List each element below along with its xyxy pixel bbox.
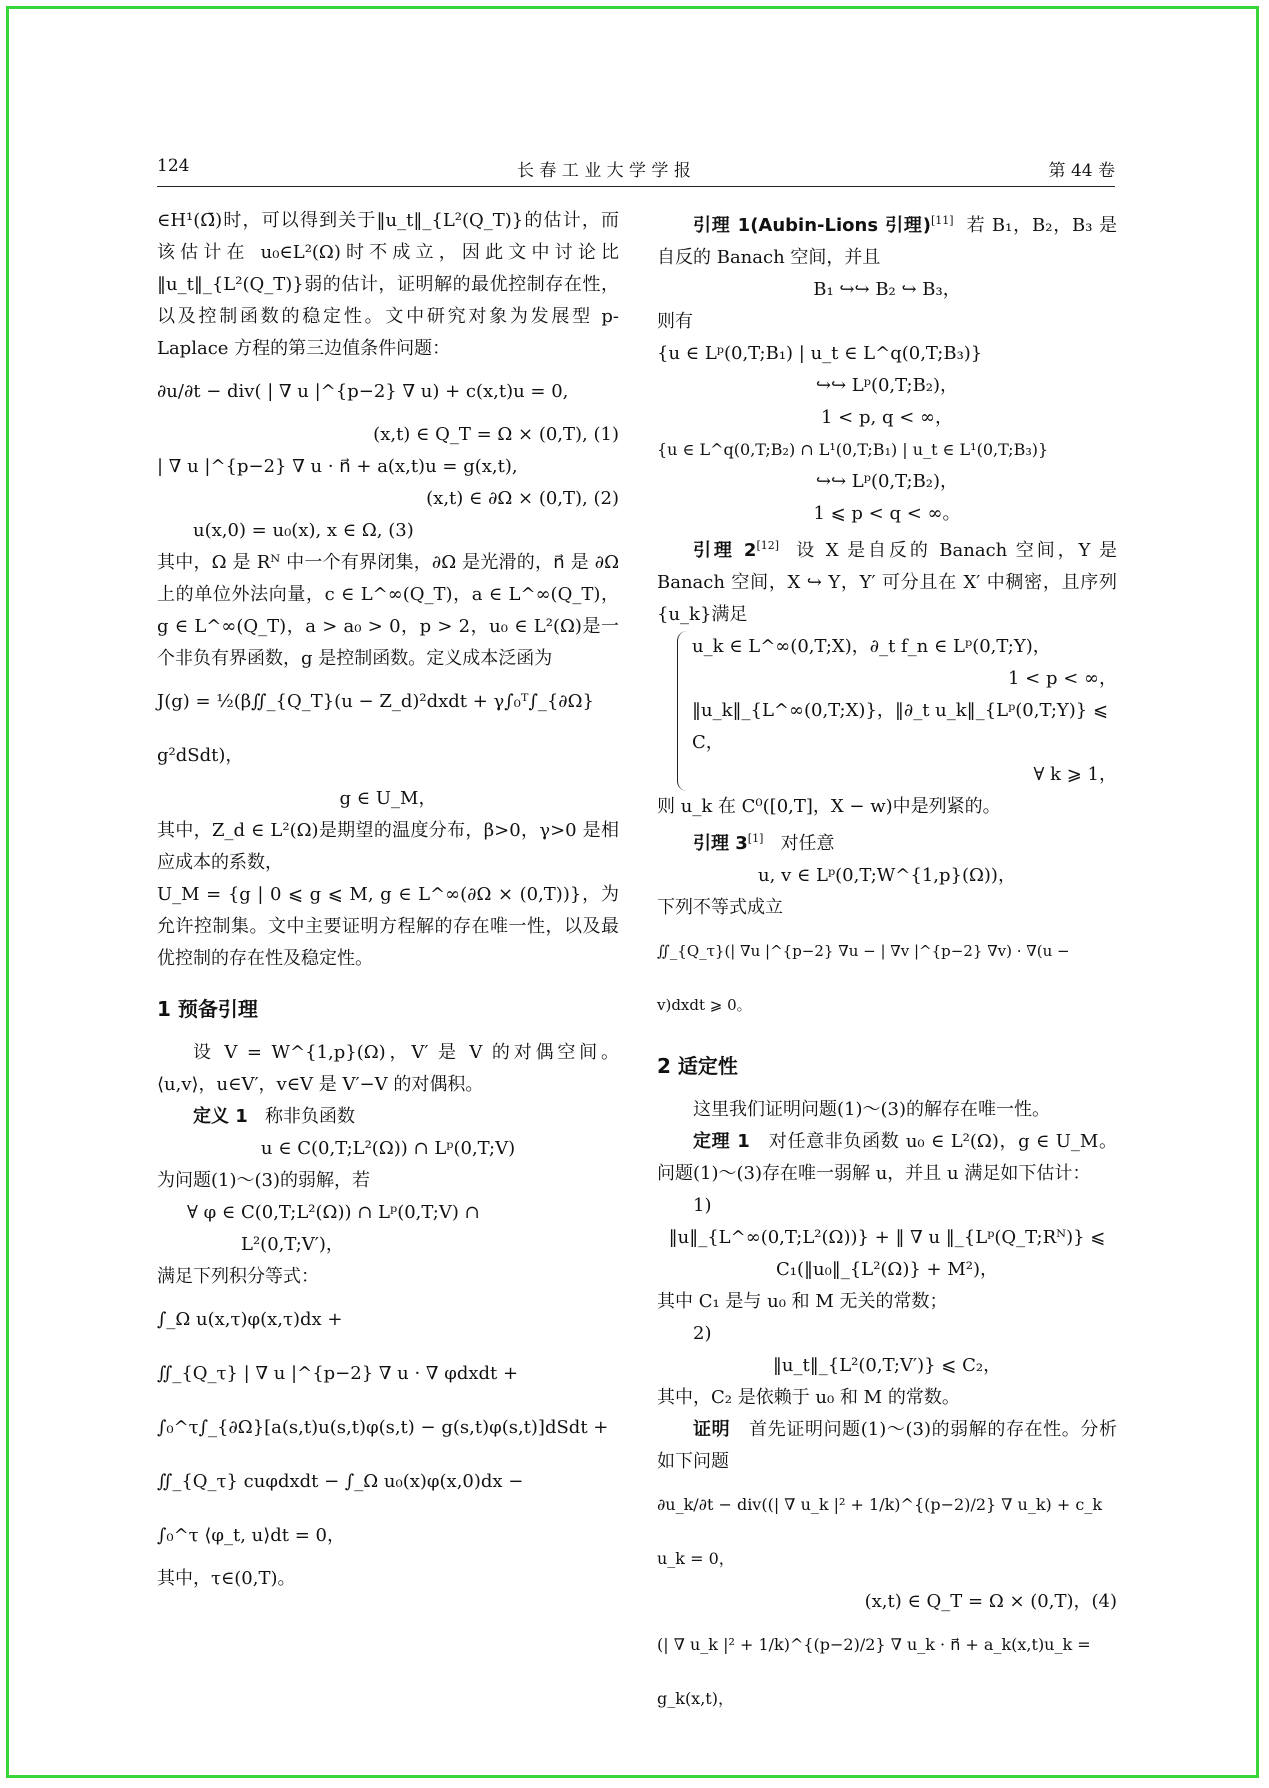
equation: ‖u_t‖_{L²(0,T;V′)} ⩽ C₂， — [772, 1355, 1002, 1376]
lemma-text: 若 B₁，B₂，B₃ 是自反的 Banach 空间，并且 — [657, 215, 1117, 268]
paragraph: 其中，C₂ 是依赖于 u₀ 和 M 的常数。 — [657, 1387, 960, 1408]
paragraph: 为问题(1)～(3)的弱解，若 — [157, 1170, 370, 1191]
lemma-label: 引理 2 — [693, 540, 757, 561]
equation: ↪↪ Lᵖ(0,T;B₂)， — [815, 471, 959, 492]
paragraph: 这里我们证明问题(1)～(3)的解存在唯一性。 — [693, 1099, 1050, 1120]
equation: ∬_{Q_τ} | ∇ u |^{p−2} ∇ u · ∇ φdxdt + — [157, 1363, 519, 1384]
equation: L²(0,T;V′)， — [241, 1234, 344, 1255]
equation: ∬_{Q_τ}(| ∇u |^{p−2} ∇u − | ∇v |^{p−2} ∇v) · ∇(u − v)dxdt ⩾ 0。 — [657, 942, 1070, 1014]
equation: u, v ∈ Lᵖ(0,T;W^{1,p}(Ω))， — [758, 865, 1016, 886]
equation: ∀ k ⩾ 1， — [1033, 764, 1117, 785]
equation: {u ∈ L^q(0,T;B₂) ∩ L¹(0,T;B₁) | u_t ∈ L¹(0,T;B₃)} — [657, 440, 1049, 459]
paragraph: 则有 — [657, 311, 693, 332]
citation: [12] — [756, 539, 780, 552]
page-number: 124 — [157, 156, 190, 176]
paragraph: 下列不等式成立 — [657, 897, 783, 918]
equation: 1 ⩽ p < q < ∞。 — [813, 503, 961, 524]
paragraph: 设 V = W^{1,p}(Ω)，V′ 是 V 的对偶空间。⟨u,v⟩，u∈V′，v∈V 是 V′−V 的对偶积。 — [157, 1042, 619, 1095]
equation: ↪↪ Lᵖ(0,T;B₂)， — [815, 375, 959, 396]
equation: {u ∈ Lᵖ(0,T;B₁) | u_t ∈ L^q(0,T;B₃)} — [657, 343, 983, 364]
lemma-text: 设 X 是自反的 Banach 空间，Y 是 Banach 空间，X ↪ Y，Y′ 可分且在 X′ 中稠密，且序列{u_k}满足 — [657, 540, 1118, 625]
equation: ‖u‖_{L^∞(0,T;L²(Ω))} + ‖ ∇ u ‖_{Lᵖ(Q_T;Rᴺ)} ⩽ — [668, 1227, 1106, 1248]
lemma-label: 引理 3 — [693, 833, 748, 854]
paragraph: 其中，τ∈(0,T)。 — [157, 1568, 296, 1589]
lemma-text: 对任意 — [780, 833, 835, 854]
equation: (| ∇ u_k |² + 1/k)^{(p−2)/2} ∇ u_k · n⃗ + a_k(x,t)u_k = g_k(x,t)， — [657, 1635, 1091, 1708]
definition-label: 定义 1 — [193, 1106, 248, 1127]
equation: u_k ∈ L^∞(0,T;X)，∂_t f_n ∈ Lᵖ(0,T;Y)， — [692, 636, 1051, 657]
equation: 1 < p < ∞， — [1007, 668, 1117, 689]
equation: ∂u_k/∂t − div((| ∇ u_k |² + 1/k)^{(p−2)/2} ∇ u_k) + c_k u_k = 0， — [657, 1495, 1103, 1568]
journal-name: 长 春 工 业 大 学 学 报 — [517, 161, 691, 181]
equation: J(g) = ½(β∬_{Q_T}(u − Z_d)²dxdt + γ∫₀ᵀ∫_{∂Ω} g²dSdt)， — [157, 691, 594, 766]
equation: (x,t) ∈ Q_T = Ω × (0,T), (1) — [373, 424, 619, 445]
equation: | ∇ u |^{p−2} ∇ u · n⃗ + a(x,t)u = g(x,t), — [157, 456, 518, 477]
equation: ‖u_k‖_{L^∞(0,T;X)}，‖∂_t u_k‖_{Lᵖ(0,T;Y)} ⩽ C， — [692, 700, 1109, 753]
equation: ∂u/∂t − div( | ∇ u |^{p−2} ∇ u) + c(x,t)u = 0, — [157, 381, 569, 402]
equation: ∫_Ω u(x,τ)φ(x,τ)dx + — [157, 1309, 343, 1330]
paragraph: 其中 C₁ 是与 u₀ 和 M 无关的常数； — [657, 1291, 948, 1312]
equation: ∫₀^τ ⟨φ_t, u⟩dt = 0， — [157, 1525, 346, 1546]
proof-text: 首先证明问题(1)～(3)的弱解的存在性。分析如下问题 — [657, 1419, 1117, 1472]
equation: u ∈ C(0,T;L²(Ω)) ∩ Lᵖ(0,T;V) — [260, 1138, 516, 1159]
page-header — [157, 152, 1115, 187]
paragraph: 则 u_k 在 C⁰([0,T]，X − w)中是列紧的。 — [657, 796, 1001, 817]
list-item: 2) — [693, 1323, 712, 1344]
paragraph: U_M = {g | 0 ⩽ g ⩽ M, g ∈ L^∞(∂Ω × (0,T))}，为允许控制集。文中主要证明方程解的存在唯一性，以及最优控制的存在性及稳定性。 — [157, 884, 619, 969]
equation: C₁(‖u₀‖_{L²(Ω)} + M²)， — [775, 1259, 999, 1280]
definition-text: 称非负函数 — [264, 1106, 355, 1127]
citation: [11] — [930, 214, 954, 227]
list-item: 1) — [693, 1195, 712, 1216]
paragraph: 满足下列积分等式： — [157, 1266, 319, 1287]
equation: ∫₀^τ∫_{∂Ω}[a(s,t)u(s,t)φ(s,t) − g(s,t)φ(s,t)]dSdt + — [157, 1417, 609, 1438]
paragraph: 其中，Z_d ∈ L²(Ω)是期望的温度分布，β>0，γ>0 是相应成本的系数， — [157, 820, 619, 873]
paragraph: 其中，Ω 是 Rᴺ 中一个有界闭集，∂Ω 是光滑的，n⃗ 是 ∂Ω 上的单位外法向量，c ∈ L^∞(Q_T)，a ∈ L^∞(Q_T)，g ∈ L^∞(Q_T)，a > a₀ > 0，p > 2，u₀ ∈ L²(Ω)是一个非负有界函数，g 是控制函数。定义成本泛函为 — [157, 552, 619, 669]
equation: ∬_{Q_τ} cuφdxdt − ∫_Ω u₀(x)φ(x,0)dx − — [157, 1471, 524, 1492]
volume-label: 第 44 卷 — [1048, 161, 1115, 181]
equation: 1 < p, q < ∞， — [821, 407, 953, 428]
equation: B₁ ↪↪ B₂ ↪ B₃， — [813, 279, 961, 300]
proof-label: 证明 — [693, 1419, 731, 1440]
citation: [1] — [747, 832, 764, 845]
equation: u(x,0) = u₀(x), x ∈ Ω, (3) — [193, 520, 414, 541]
lemma-label: 引理 1(Aubin-Lions 引理) — [693, 215, 931, 236]
section-heading: 2 适定性 — [657, 1054, 738, 1078]
equation: (x,t) ∈ Q_T = Ω × (0,T)，(4) — [864, 1591, 1117, 1612]
equation: g ∈ U_M， — [339, 788, 437, 809]
equation: ∀ φ ∈ C(0,T;L²(Ω)) ∩ Lᵖ(0,T;V) ∩ — [187, 1202, 480, 1223]
right-column — [657, 205, 1117, 1726]
theorem-label: 定理 1 — [693, 1131, 750, 1152]
section-heading: 1 预备引理 — [157, 997, 258, 1021]
equation: (x,t) ∈ ∂Ω × (0,T), (2) — [426, 488, 619, 509]
theorem-text: 对任意非负函数 u₀ ∈ L²(Ω)，g ∈ U_M。问题(1)～(3)存在唯一弱解 u，并且 u 满足如下估计： — [657, 1131, 1117, 1184]
paragraph: ∈H¹(Ω̄)时，可以得到关于‖u_t‖_{L²(Q_T)}的估计，而该估计在 u₀∈L²(Ω)时不成立，因此文中讨论比‖u_t‖_{L²(Q_T)}弱的估计，证明解的最优控制存在性，以及控制函数的稳定性。文中研究对象为发展型 p-Laplace 方程的第三边值条件问题： — [157, 210, 619, 359]
equation-system — [677, 631, 1117, 791]
left-column — [157, 205, 619, 1595]
